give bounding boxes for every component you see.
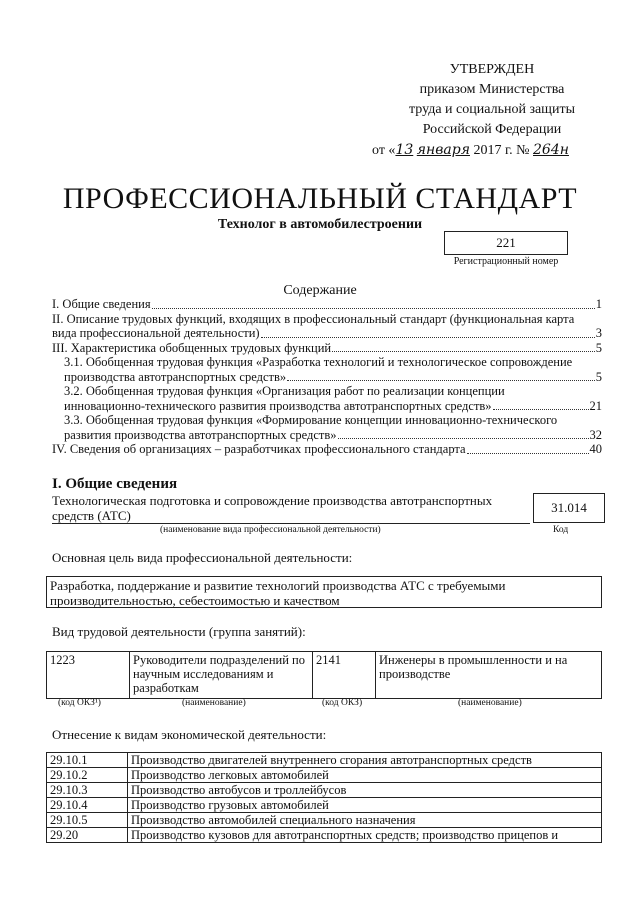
registration-number-label: Регистрационный номер — [453, 256, 559, 267]
table-row — [47, 652, 602, 699]
occ-caption-code: (код ОКЗ¹) — [58, 698, 101, 708]
toc-item[interactable]: IV. Сведения об организациях – разработчиках профессионального стандарта 40 — [52, 442, 602, 456]
okved-code-cell: 29.10.5 — [47, 813, 128, 828]
goal-text-box: Разработка, поддержание и развитие технологий производства АТС с требуемыми производительностью, себестоимостью и качеством — [46, 576, 602, 608]
okz-name-cell: Инженеры в промышленности и на производстве — [376, 652, 602, 699]
table-of-contents — [52, 297, 602, 457]
approval-heading: УТВЕРЖДЕН — [449, 62, 535, 77]
okved-code-cell: 29.10.1 — [47, 753, 128, 768]
handwritten-day: 13 — [395, 142, 414, 158]
occupation-label: Вид трудовой деятельности (группа занятий): — [52, 624, 306, 639]
activity-code-caption: Код — [553, 525, 569, 535]
toc-item[interactable]: 3.2. Обобщенная трудовая функция «Организация работ по реализации концепции инновационно-технического развития производства автотранспортных средств» 21 — [64, 384, 602, 413]
date-prefix: от « — [372, 143, 396, 158]
occ-caption-name: (наименование) — [182, 698, 246, 708]
activity-kind-caption: (наименование вида профессиональной деятельности) — [160, 525, 381, 535]
okved-name-cell: Производство автомобилей специального назначения — [128, 813, 602, 828]
toc-heading: Содержание — [283, 283, 357, 298]
approval-block — [372, 60, 612, 161]
table-row — [47, 798, 602, 813]
okved-code-cell: 29.10.4 — [47, 798, 128, 813]
approval-order-line — [372, 140, 612, 161]
okved-name-cell: Производство легковых автомобилей — [128, 768, 602, 783]
okz-name-cell: Руководители подразделений по научным исследованиям и разработкам — [130, 652, 313, 699]
approval-line-1: приказом Министерства — [419, 82, 565, 97]
table-row — [47, 753, 602, 768]
registration-number-box: 221 — [444, 231, 568, 255]
occupation-table — [46, 651, 602, 699]
okz-code-cell: 1223 — [47, 652, 130, 699]
econ-activity-label: Отнесение к видам экономической деятельности: — [52, 727, 327, 742]
approval-line-3: Российской Федерации — [422, 122, 562, 137]
okved-name-cell: Производство грузовых автомобилей — [128, 798, 602, 813]
okved-name-cell: Производство кузовов для автотранспортных средств; производство прицепов и — [128, 828, 602, 843]
okved-code-cell: 29.10.2 — [47, 768, 128, 783]
table-row — [47, 813, 602, 828]
toc-item[interactable]: II. Описание трудовых функций, входящих в профессиональный стандарт (функциональная карта вида профессиональной деятельности) 3 — [52, 311, 602, 340]
toc-item[interactable]: I. Общие сведения 1 — [52, 297, 602, 311]
toc-item[interactable]: 3.1. Обобщенная трудовая функция «Разработка технологий и технологическое сопровождение производства автотранспортных средств» 5 — [64, 355, 602, 384]
okved-code-cell: 29.10.3 — [47, 783, 128, 798]
activity-kind-text: Технологическая подготовка и сопровождение производства автотранспортных средств (АТС) — [52, 493, 493, 523]
date-year: 2017 г. № — [473, 143, 530, 158]
document-title: ПРОФЕССИОНАЛЬНЫЙ СТАНДАРТ — [62, 182, 578, 215]
activity-code-box: 31.014 — [533, 493, 605, 523]
table-row — [47, 828, 602, 843]
approval-line-2: труда и социальной защиты — [409, 102, 575, 117]
activity-kind-underline — [52, 523, 530, 524]
okved-name-cell: Производство двигателей внутреннего сгорания автотранспортных средств — [128, 753, 602, 768]
toc-item[interactable]: III. Характеристика обобщенных трудовых функций 5 — [52, 340, 602, 355]
document-subtitle: Технолог в автомобилестроении — [217, 217, 423, 232]
occ-caption-code: (код ОКЗ) — [322, 698, 363, 708]
goal-label: Основная цель вида профессиональной деятельности: — [52, 550, 353, 565]
table-row — [47, 768, 602, 783]
okz-code-cell: 2141 — [313, 652, 376, 699]
okved-code-cell: 29.20 — [47, 828, 128, 843]
table-row — [47, 783, 602, 798]
toc-item[interactable]: 3.3. Обобщенная трудовая функция «Формирование концепции инновационно-технического развития производства автотранспортных средств» 32 — [64, 413, 602, 442]
econ-activity-table — [46, 752, 602, 843]
section-title: I. Общие сведения — [52, 476, 178, 492]
handwritten-month: января — [416, 142, 470, 158]
okved-name-cell: Производство автобусов и троллейбусов — [128, 783, 602, 798]
handwritten-order-number: 264н — [533, 142, 569, 158]
occ-caption-name: (наименование) — [458, 698, 522, 708]
